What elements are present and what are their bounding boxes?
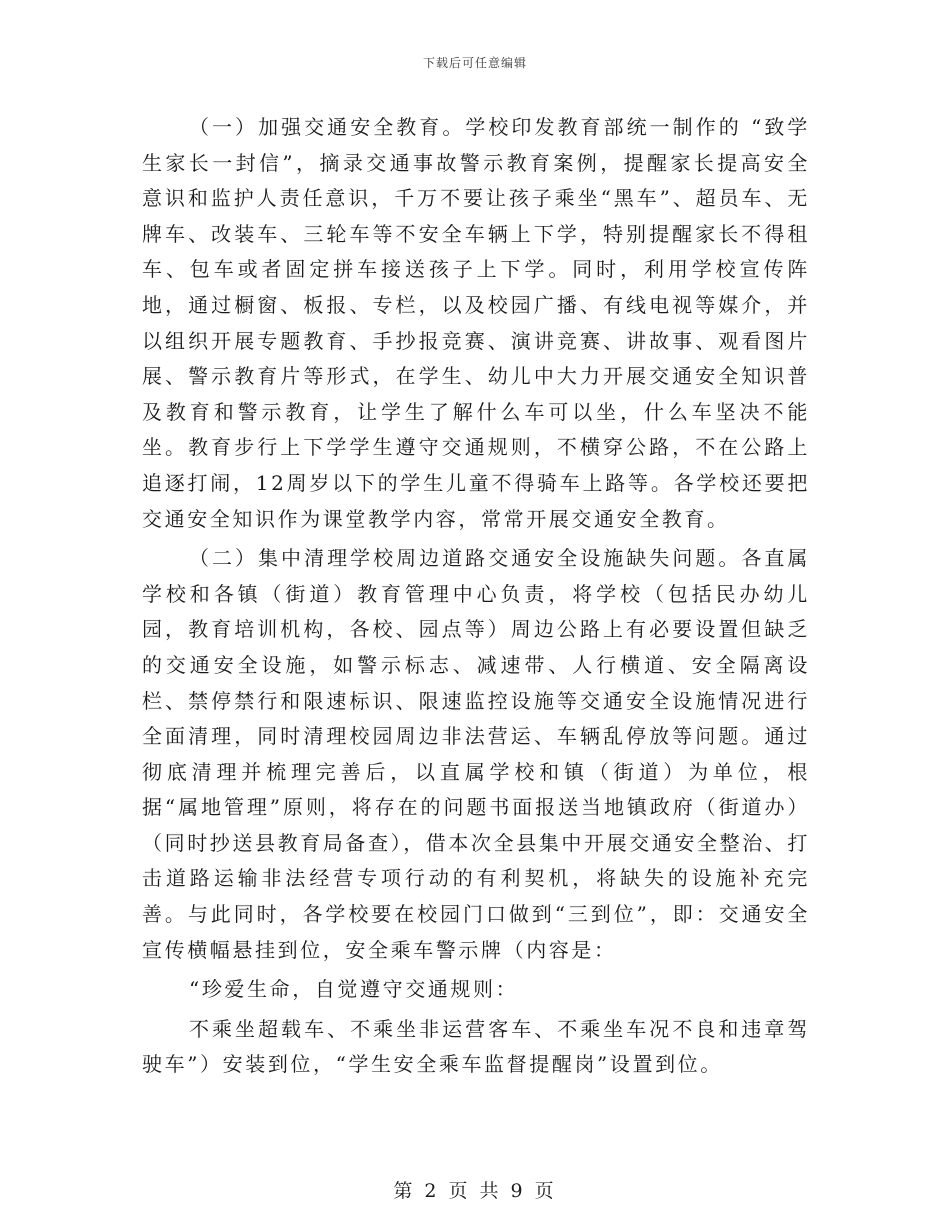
page-number: 第 2 页 共 9 页 [393,1180,557,1202]
paragraph-traffic-safety-education: （一）加强交通安全教育。学校印发教育部统一制作的 “致学生家长一封信”，摘录交通事故警示教育案例，提醒家长提高安全意识和监护人责任意识，千万不要让孩子乘坐“黑车”、超员车、无牌车、改装车、三轮车等不安全车辆上下学，特别提醒家长不得租车、包车或者固定拼车接送孩子上下学。同时，利用学校宣传阵地，通过橱窗、板报、专栏，以及校园广播、有线电视等媒介，并以组织开展专题教育、手抄报竞赛、演讲竞赛、讲故事、观看图片展、警示教育片等形式，在学生、幼儿中大力开展交通安全知识普及教育和警示教育，让学生了解什么车可以坐，什么车坚决不能坐。教育步行上下学学生遵守交通规则，不横穿公路，不在公路上追逐打闹，12周岁以下的学生儿童不得骑车上路等。各学校还要把交通安全知识作为课堂教学内容，常常开展交通安全教育。 [142,115,810,531]
paragraph-sign-content-line1: “珍爱生命，自觉遵守交通规则： [189,977,519,1002]
page-header: 下载后可任意编辑 [422,56,527,70]
paragraph-safety-facilities-cleanup: （二）集中清理学校周边道路交通安全设施缺失问题。各直属学校和各镇（街道）教育管理中心负责，将学校（包括民办幼儿园，教育培训机构，各校、园点等）周边公路上有必要设置但缺乏的交通安全设施，如警示标志、减速带、人行横道、安全隔离设栏、禁停禁行和限速标识、限速监控设施等交通安全设施情况进行全面清理，同时清理校园周边非法营运、车辆乱停放等问题。通过彻底清理并梳理完善后，以直属学校和镇（街道）为单位，根据“属地管理”原则，将存在的问题书面报送当地镇政府（街道办）（同时抄送县教育局备查），借本次全县集中开展交通安全整治、打击道路运输非法经营专项行动的有利契机，将缺失的设施补充完善。与此同时，各学校要在校园门口做到“三到位”，即：交通安全宣传横幅悬挂到位，安全乘车警示牌（内容是： [142,546,810,962]
paragraph-sign-content-line2: 不乘坐超载车、不乘坐非运营客车、不乘坐车况不良和违章驾驶车”）安装到位，“学生安全乘车监督提醒岗”设置到位。 [142,1016,810,1077]
document-body [142,110,810,1083]
